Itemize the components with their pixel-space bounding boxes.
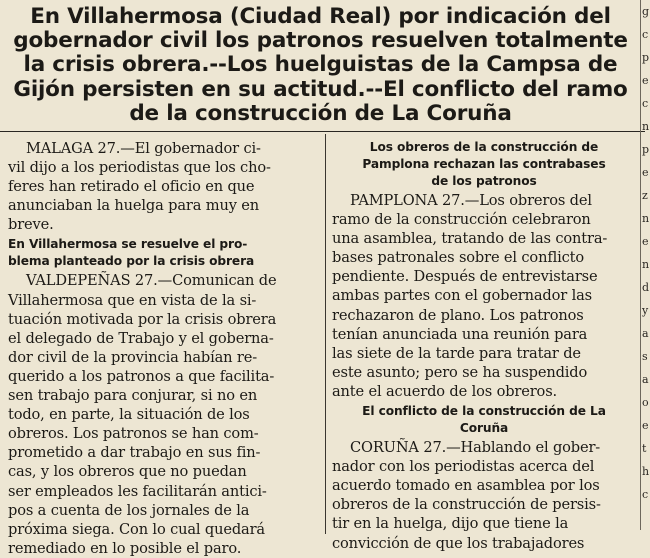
pamplona-subheadline	[332, 139, 636, 190]
article-line: el delegado de Trabajo y el goberna-	[8, 329, 274, 347]
article-line: anunciaban la huelga para muy en	[8, 197, 260, 215]
article-line: breve.	[8, 216, 54, 234]
margin-char: e	[642, 419, 649, 432]
article-line: ser empleados les facilitarán antici-	[8, 482, 267, 500]
article-line: obreros. Los patronos se han com-	[8, 425, 259, 443]
margin-char: e	[642, 235, 649, 248]
margin-char: z	[642, 189, 648, 202]
subhead-line: En Villahermosa se resuelve el pro-	[8, 237, 248, 252]
margin-char: c	[642, 488, 649, 501]
article-line: acuerdo tomado en asamblea por los	[332, 477, 600, 495]
subhead-line: blema planteado por la crisis obrera	[8, 254, 255, 269]
article-line: feres han retirado el oficio en que	[8, 178, 255, 196]
subhead-line: Coruña	[459, 421, 509, 436]
article-line: nador con los periodistas acerca del	[332, 458, 595, 476]
article-line: vil dijo a los periodistas que los cho-	[8, 159, 271, 177]
margin-char: d	[642, 281, 650, 294]
article-line: pos a cuenta de los jornales de la	[8, 501, 250, 519]
article-line: Villahermosa que en vista de la si-	[8, 291, 257, 309]
margin-char: n	[642, 120, 650, 133]
article-line: querido a los patronos a que facilita-	[8, 367, 275, 385]
headline-line: la crisis obrera.--Los huelguistas de la Campsa de	[23, 52, 618, 78]
left-column	[8, 139, 318, 558]
article-line: sen trabajo para conjurar, si no en	[8, 387, 258, 405]
margin-char: y	[642, 304, 649, 317]
main-headline	[8, 5, 633, 126]
subhead-line: El conflicto de la construcción de La	[362, 404, 606, 419]
margin-char: c	[642, 97, 649, 110]
villahermosa-article	[8, 271, 318, 557]
article-line: rechazaron de plano. Los patronos	[332, 306, 584, 324]
margin-char: p	[642, 51, 650, 64]
article-line: remediado en lo posible el paro.	[8, 539, 242, 557]
subhead-line: de los patronos	[431, 174, 537, 188]
margin-char: n	[642, 258, 650, 271]
margin-char: s	[642, 350, 648, 363]
article-line: este asunto; pero se ha suspendido	[332, 363, 588, 381]
headline-line: de la construcción de La Coruña	[129, 100, 512, 126]
headline-line: En Villahermosa (Ciudad Real) por indicación del	[30, 4, 611, 29]
coruna-article	[332, 438, 636, 553]
subhead-line: Los obreros de la construcción de	[369, 140, 599, 154]
malaga-article	[8, 139, 318, 234]
headline-rule	[0, 131, 645, 132]
article-line: prometido a dar trabajo en sus fin-	[8, 444, 261, 462]
margin-char: o	[642, 396, 649, 409]
article-line: MALAGA 27.—El gobernador ci-	[26, 140, 261, 157]
article-line: próxima siega. Con lo cual quedará	[8, 520, 265, 538]
subhead-line: Pamplona rechazan las contrabases	[362, 157, 606, 171]
article-line: pendiente. Después de entrevistarse	[332, 268, 598, 286]
villahermosa-subheadline	[8, 236, 318, 270]
margin-char: n	[642, 212, 650, 225]
article-line: tuación motivada por la crisis obrera	[8, 310, 277, 328]
article-line: ramo de la construcción celebraron	[332, 211, 591, 229]
column-divider	[325, 134, 326, 534]
margin-char: h	[642, 465, 650, 478]
article-line: CORUÑA 27.—Hablando el gober-	[350, 439, 601, 457]
margin-char: p	[642, 143, 650, 156]
right-column	[332, 139, 636, 553]
margin-char: a	[642, 327, 649, 340]
article-line: una asamblea, tratando de las contra-	[332, 230, 608, 248]
coruna-subheadline	[332, 403, 636, 437]
article-line: dor civil de la provincia habían re-	[8, 348, 258, 366]
headline-line: gobernador civil los patronos resuelven totalmente	[13, 28, 628, 54]
article-line: las siete de la tarde para tratar de	[332, 344, 581, 362]
article-line: tir en la huelga, dijo que tiene la	[332, 515, 569, 533]
article-line: ambas partes con el gobernador las	[332, 287, 592, 305]
article-line: ante el acuerdo de los obreros.	[332, 382, 558, 400]
pamplona-article	[332, 191, 636, 401]
article-line: obreros de la construcción de persis-	[332, 496, 601, 514]
margin-char: t	[642, 442, 647, 455]
margin-char: e	[642, 166, 649, 179]
article-line: todo, en parte, la situación de los	[8, 406, 250, 424]
article-line: PAMPLONA 27.—Los obreros del	[350, 192, 592, 209]
adjacent-column-edge	[640, 0, 650, 530]
margin-char: c	[642, 28, 649, 41]
article-line: convicción de que los trabajadores	[332, 534, 585, 552]
article-line: VALDEPEÑAS 27.—Comunican de	[26, 272, 277, 290]
margin-char: e	[642, 74, 649, 87]
article-line: cas, y los obreros que no puedan	[8, 463, 247, 481]
article-line: tenían anunciada una reunión para	[332, 325, 588, 343]
margin-char: a	[642, 373, 649, 386]
headline-line: Gijón persisten en su actitud.--El conflicto del ramo	[13, 76, 628, 102]
article-line: bases patronales sobre el conflicto	[332, 249, 584, 267]
margin-char: g	[642, 5, 650, 18]
